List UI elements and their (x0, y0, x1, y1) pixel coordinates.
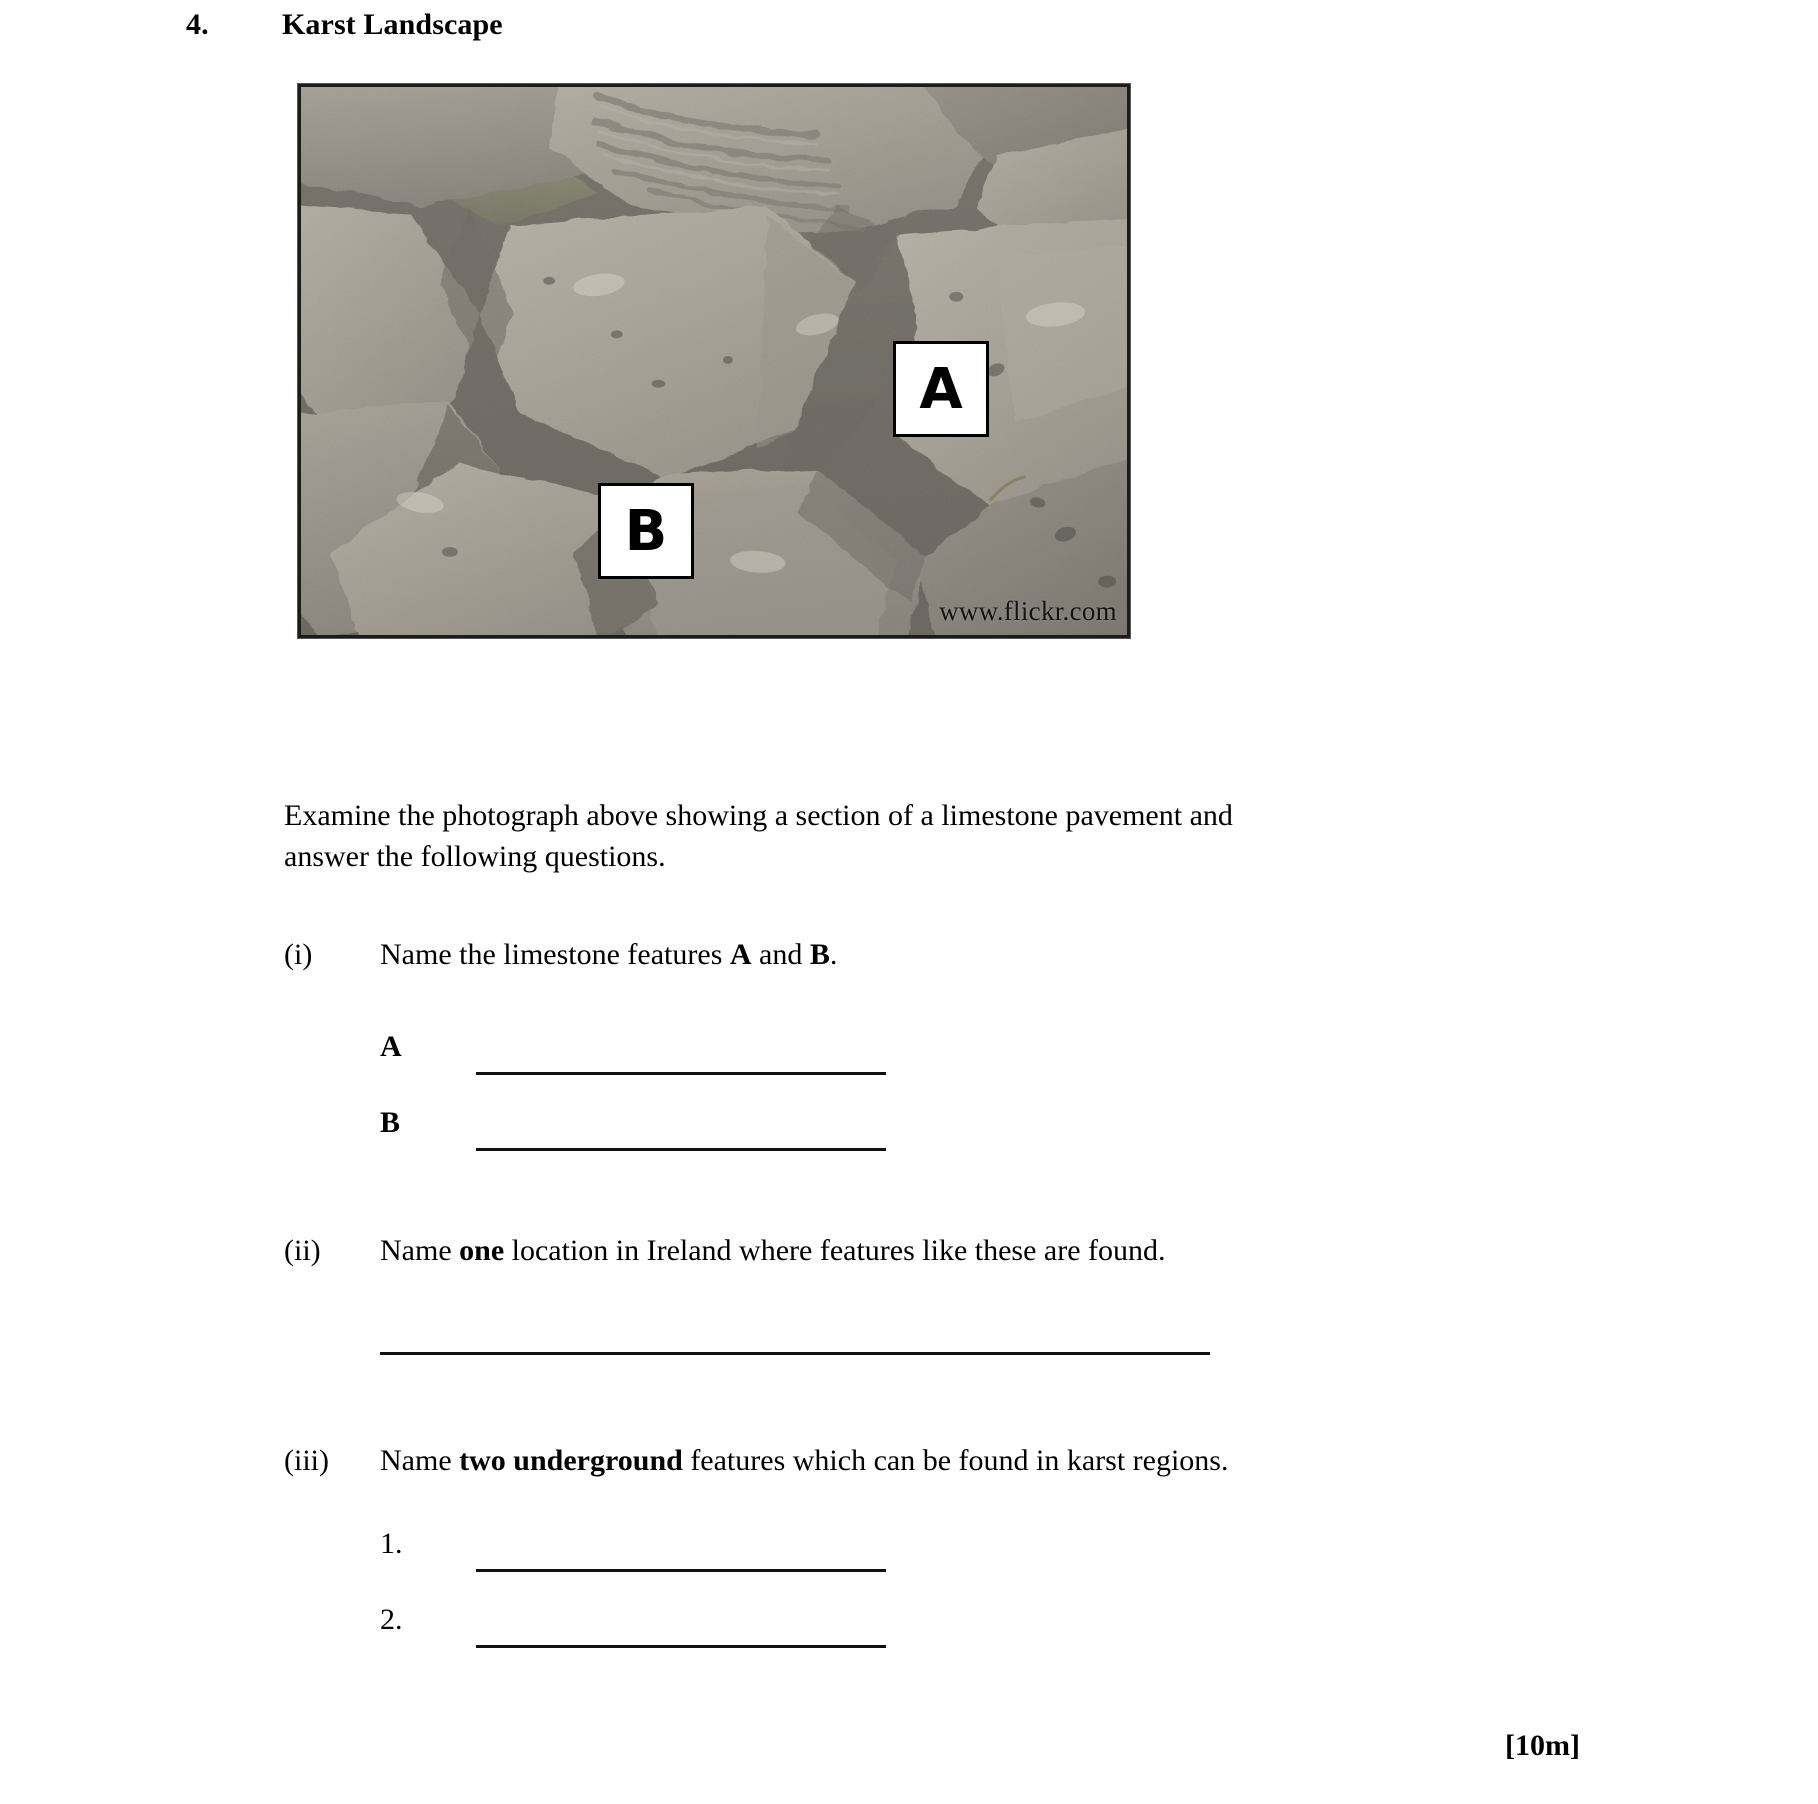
question-ii-bold-one: one (459, 1234, 505, 1267)
question-ii (284, 1230, 1166, 1271)
photo-watermark: www.flickr.com (939, 596, 1117, 626)
question-i-bold-b: B (809, 938, 830, 971)
photo-label-a (893, 341, 989, 437)
answer-label-b: B (380, 1106, 401, 1139)
question-i-text-before: Name the limestone features (380, 938, 730, 971)
question-iii-bold-two-underground: two underground (459, 1444, 683, 1477)
answer-label-1: 1. (380, 1527, 403, 1560)
answer-line-2[interactable] (476, 1645, 886, 1648)
photo-label-a-text: A (919, 356, 963, 422)
question-iii-text-after: features which can be found in karst regions. (682, 1444, 1229, 1477)
question-iii (284, 1440, 1228, 1481)
question-number: 4. (186, 8, 209, 41)
question-ii-text (380, 1230, 1166, 1271)
question-i-text-middle: and (751, 938, 810, 971)
answer-line-ii[interactable] (380, 1352, 1210, 1355)
answer-line-a[interactable] (476, 1072, 886, 1075)
question-i-text-after: . (829, 938, 838, 971)
photo-label-b (598, 483, 694, 579)
intro-paragraph: Examine the photograph above showing a section of a limestone pavement and answer the following questions. (284, 799, 1233, 873)
question-i-bold-a: A (729, 938, 752, 971)
question-title: Karst Landscape (282, 8, 503, 41)
question-i-text (380, 934, 837, 975)
answer-label-a: A (380, 1030, 402, 1063)
question-ii-text-before: Name (380, 1234, 460, 1267)
answer-label-2: 2. (380, 1603, 403, 1636)
question-i (284, 934, 837, 975)
question-iii-text-before: Name (380, 1444, 460, 1477)
answer-line-b[interactable] (476, 1148, 886, 1151)
marks-allocation: [10m] (1505, 1729, 1580, 1762)
question-i-marker: (i) (284, 938, 313, 971)
question-ii-marker: (ii) (284, 1234, 321, 1267)
photo-label-b-text: B (624, 498, 668, 564)
photo-image (301, 87, 1127, 635)
question-ii-text-after: location in Ireland where features like these are found. (504, 1234, 1166, 1267)
page-title (186, 8, 503, 42)
question-iii-text (380, 1440, 1228, 1481)
question-iii-marker: (iii) (284, 1444, 329, 1477)
limestone-pavement-photo (298, 84, 1130, 638)
answer-line-1[interactable] (476, 1569, 886, 1572)
